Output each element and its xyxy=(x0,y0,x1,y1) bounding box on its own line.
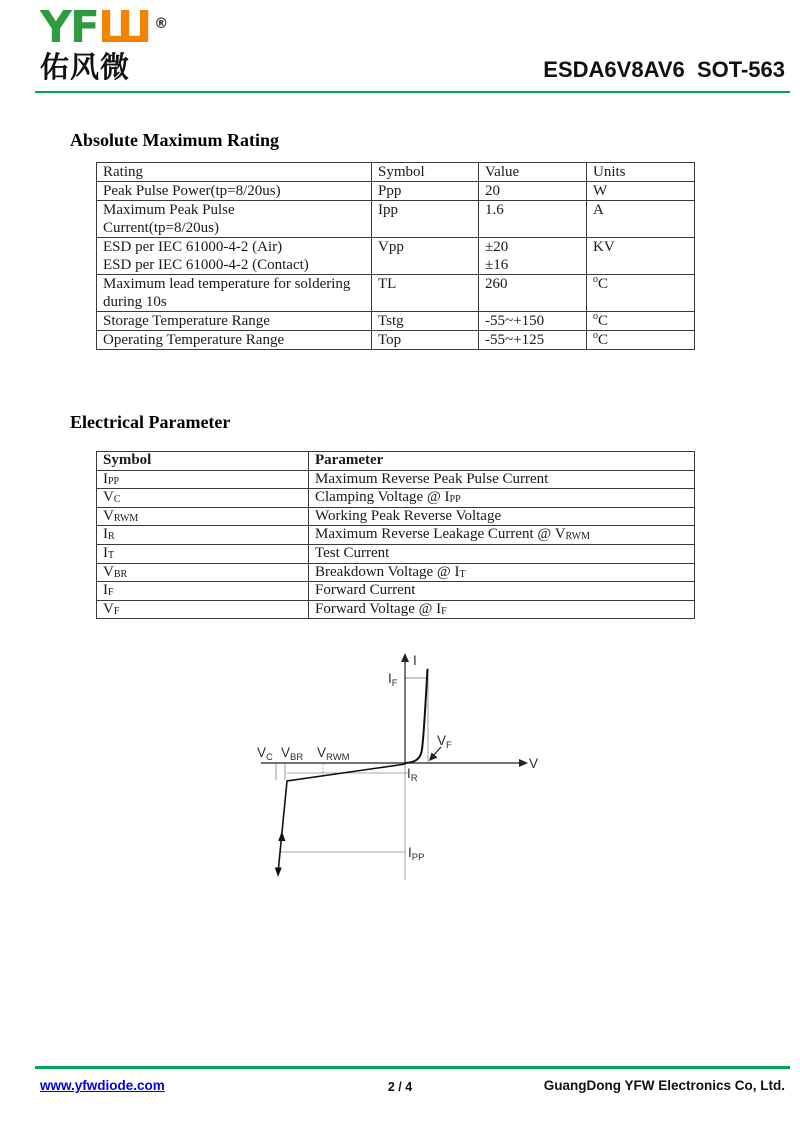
ep-parameter-cell: Working Peak Reverse Voltage xyxy=(309,507,695,526)
ir-label: $I_R$ xyxy=(407,766,418,784)
iv-curve-forward xyxy=(405,669,428,763)
amr-symbol-cell: Ppp xyxy=(372,182,479,201)
ep-symbol-cell: $I_T$ xyxy=(97,544,309,563)
amr-symbol-cell: Ipp xyxy=(372,201,479,238)
amr-symbol-cell: TL xyxy=(372,275,479,312)
vbr-label: $V_{BR}$ xyxy=(281,745,304,763)
amr-table-row xyxy=(97,182,695,201)
ep-header-cell: Parameter xyxy=(309,452,695,471)
v-axis-arrow-icon xyxy=(519,759,528,767)
ep-parameter-cell: Clamping Voltage @ $I_{PP}$ xyxy=(309,489,695,508)
absolute-maximum-rating-table xyxy=(96,162,695,350)
amr-units-cell: W xyxy=(587,182,695,201)
ep-symbol-cell: $V_{BR}$ xyxy=(97,563,309,582)
ep-symbol-cell: $V_{RWM}$ xyxy=(97,507,309,526)
ep-table-row xyxy=(97,470,695,489)
ep-parameter-cell: Breakdown Voltage @ $I_T$ xyxy=(309,563,695,582)
amr-table-body xyxy=(97,163,695,350)
ipp-up-arrow-icon xyxy=(278,831,285,841)
header-divider xyxy=(35,91,790,93)
amr-rating-cell: Storage Temperature Range xyxy=(97,312,372,331)
logo-w-text: Ш xyxy=(97,2,151,53)
i-axis-arrow-icon xyxy=(401,653,409,662)
i-axis-label: I xyxy=(413,653,417,668)
logo-yf-text: YF xyxy=(40,2,98,53)
ep-parameter-cell: Forward Current xyxy=(309,582,695,601)
ep-parameter-cell: Test Current xyxy=(309,544,695,563)
company-logo xyxy=(40,2,169,84)
amr-rating-cell: Peak Pulse Power(tp=8/20us) xyxy=(97,182,372,201)
amr-value-cell: -55~+150 xyxy=(479,312,587,331)
ep-header-cell: Symbol xyxy=(97,452,309,471)
amr-table-row xyxy=(97,201,695,238)
amr-section-title: Absolute Maximum Rating xyxy=(70,130,280,150)
registered-trademark-icon: ® xyxy=(154,16,169,32)
page-number: 2 / 4 xyxy=(387,1080,413,1094)
ep-symbol-cell: $V_C$ xyxy=(97,489,309,508)
amr-value-cell: 20 xyxy=(479,182,587,201)
ep-parameter-cell: Maximum Reverse Peak Pulse Current xyxy=(309,470,695,489)
amr-symbol-cell: Top xyxy=(372,331,479,350)
amr-table-row xyxy=(97,312,695,331)
amr-rating-cell: Operating Temperature Range xyxy=(97,331,372,350)
iv-curve-diagram xyxy=(245,648,545,893)
vf-label: $V_F$ xyxy=(437,733,452,751)
if-label: $I_F$ xyxy=(388,671,398,689)
ep-table-row xyxy=(97,544,695,563)
amr-table-row xyxy=(97,238,695,275)
amr-value-cell: 1.6 xyxy=(479,201,587,238)
ep-symbol-cell: $I_F$ xyxy=(97,582,309,601)
ep-symbol-cell: $I_{PP}$ xyxy=(97,470,309,489)
vc-label: $V_C$ xyxy=(257,745,273,763)
amr-table-row xyxy=(97,275,695,312)
footer-divider xyxy=(35,1066,790,1069)
ep-table-body xyxy=(97,452,695,619)
amr-table-row xyxy=(97,331,695,350)
vf-pointer-arrow-icon xyxy=(429,753,438,762)
ep-table-row xyxy=(97,507,695,526)
website-link[interactable]: www.yfwdiode.com xyxy=(40,1078,165,1093)
amr-header-row xyxy=(97,163,695,182)
iv-curve-reverse xyxy=(278,764,406,873)
v-axis-label: V xyxy=(529,756,539,771)
amr-value-cell: ±20 ±16 xyxy=(479,238,587,275)
amr-units-cell: $^o$C xyxy=(587,331,695,350)
ep-table-row xyxy=(97,563,695,582)
ep-table-row xyxy=(97,526,695,545)
ep-symbol-cell: $V_F$ xyxy=(97,600,309,619)
ep-header-row xyxy=(97,452,695,471)
ep-symbol-cell: $I_R$ xyxy=(97,526,309,545)
ep-section-title: Electrical Parameter xyxy=(70,412,231,432)
company-name: GuangDong YFW Electronics Co, Ltd. xyxy=(543,1078,785,1093)
ep-parameter-cell: Maximum Reverse Leakage Current @ $V_{RWM}$ xyxy=(309,526,695,545)
amr-rating-cell: Maximum lead temperature for soldering during 10s xyxy=(97,275,372,312)
amr-header-cell: Rating xyxy=(97,163,372,182)
ep-parameter-cell: Forward Voltage @ $I_F$ xyxy=(309,600,695,619)
amr-units-cell: A xyxy=(587,201,695,238)
ep-table-row xyxy=(97,600,695,619)
ipp-down-arrow-icon xyxy=(275,868,282,878)
logo-chinese-name: 佑风微 xyxy=(40,50,131,84)
amr-header-cell: Units xyxy=(587,163,695,182)
logo-wordmark-icon xyxy=(40,2,169,53)
ep-table-row xyxy=(97,489,695,508)
ipp-label: $I_{PP}$ xyxy=(408,845,425,863)
amr-units-cell: $^o$C xyxy=(587,312,695,331)
amr-value-cell: -55~+125 xyxy=(479,331,587,350)
amr-units-cell: KV xyxy=(587,238,695,275)
electrical-parameter-table xyxy=(96,451,695,619)
part-number-title: ESDA6V8AV6 SOT-563 xyxy=(543,57,785,82)
amr-units-cell: $^o$C xyxy=(587,275,695,312)
amr-rating-cell: Maximum Peak Pulse Current(tp=8/20us) xyxy=(97,201,372,238)
amr-symbol-cell: Tstg xyxy=(372,312,479,331)
amr-rating-cell: ESD per IEC 61000-4-2 (Air) ESD per IEC 61000-4-2 (Contact) xyxy=(97,238,372,275)
amr-header-cell: Symbol xyxy=(372,163,479,182)
amr-value-cell: 260 xyxy=(479,275,587,312)
amr-symbol-cell: Vpp xyxy=(372,238,479,275)
ep-table-row xyxy=(97,582,695,601)
amr-header-cell: Value xyxy=(479,163,587,182)
vrwm-label: $V_{RWM}$ xyxy=(317,745,350,763)
